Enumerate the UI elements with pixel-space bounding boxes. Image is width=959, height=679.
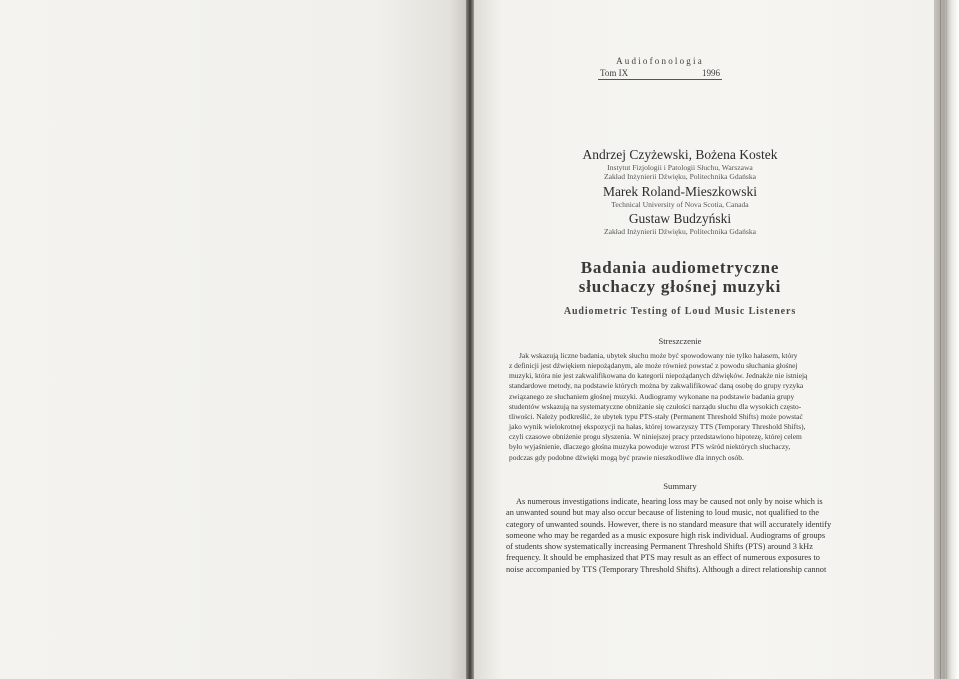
summary-line: someone who may be regarded as a music exposure high risk individual. Audiograms of groups <box>506 530 826 540</box>
abstract-line: jako wynik wielokrotnej ekspozycji na hałas, której towarzyszy TTS (Temporary Threshold Shifts), <box>509 422 806 432</box>
volume-line <box>598 67 722 80</box>
summary-text <box>506 496 841 575</box>
author-group-1 <box>560 147 800 181</box>
author-affiliation: Technical University of Nova Scotia, Canada <box>611 200 749 209</box>
summary-line: category of unwanted sounds. However, there is no standard measure that will accurately identify <box>506 519 832 529</box>
journal-header <box>598 55 722 80</box>
title-polish-line-1: Badania audiometryczne <box>580 258 780 277</box>
volume-year: 1996 <box>702 68 720 78</box>
summary-line: of students show systematically increasing Permanent Threshold Shifts (PTS) around 3 kHz <box>506 542 813 552</box>
author-affiliation: Instytut Fizjologii i Patologii Słuchu, Warszawa <box>607 163 753 172</box>
page-edge <box>934 0 959 679</box>
summary-line: an unwanted sound but may also occur because of listening to loud music, not qualified to the <box>506 508 820 518</box>
left-blank-page <box>0 0 468 679</box>
summary-line: noise accompanied by TTS (Temporary Threshold Shifts). Although a direct relationship cannot <box>506 564 827 574</box>
abstract-line: studentów wskazują na systematyczne obniżanie się czułości narządu słuchu dla wysokich często- <box>509 401 802 411</box>
journal-title: Audiofonologia <box>616 56 704 66</box>
author-names: Andrzej Czyżewski, Bożena Kostek <box>582 147 778 162</box>
author-group-2 <box>560 184 800 209</box>
abstract-line: związanego ze słuchaniem głośnej muzyki. Audiogramy wykonane na podstawie badania grupy <box>509 391 795 401</box>
abstract-line: podczas gdy podobne dźwięki mogą być prawie nieszkodliwe dla innych osób. <box>509 452 744 462</box>
author-names: Gustaw Budzyński <box>628 211 732 226</box>
title-english: Audiometric Testing of Loud Music Listeners <box>563 306 797 317</box>
author-group-3 <box>560 211 800 236</box>
abstract-heading: Streszczenie <box>658 336 702 346</box>
paper-title <box>540 258 820 319</box>
abstract-line: z definicji jest dźwiękiem niepożądanym, ale może również powstać z powodu słuchania głośnej <box>509 361 798 371</box>
author-affiliation: Zakład Inżynierii Dźwięku, Politechnika Gdańska <box>603 227 757 236</box>
summary-heading: Summary <box>663 481 697 491</box>
book-gutter <box>466 0 474 679</box>
abstract-line: standardowe metody, na podstawie których można by zakwalifikować daną osobę do grupy ryzyka <box>509 381 804 391</box>
abstract-line: tliwości. Należy podkreślić, że ubytek typu PTS-stały (Permanent Threshold Shifts) może powstać <box>509 411 803 421</box>
abstract-line: czyli czasowe obniżenie progu słyszenia. W niniejszej pracy przedstawiono hipotezę, której celem <box>509 432 802 442</box>
abstract-line: było wyjaśnienie, dlaczego głośna muzyka powoduje wzrost PTS wśród niektórych słuchaczy, <box>509 442 791 452</box>
title-polish-line-2: słuchaczy głośnej muzyki <box>578 277 782 296</box>
summary-line: frequency. It should be emphasized that PTS may result as an effect of numerous exposures to <box>506 553 820 563</box>
abstract-line: Jak wskazują liczne badania, ubytek słuchu może być spowodowany nie tylko hałasem, który <box>519 351 798 360</box>
page-edge-line <box>940 0 941 679</box>
volume-number: Tom IX <box>600 68 629 78</box>
page-edge-line <box>946 0 947 679</box>
author-names: Marek Roland-Mieszkowski <box>602 184 758 199</box>
summary-line: As numerous investigations indicate, hearing loss may be caused not only by noise which is <box>516 497 823 506</box>
author-affiliation: Zakład Inżynierii Dźwięku, Politechnika Gdańska <box>603 172 757 181</box>
abstract-text <box>509 351 841 463</box>
abstract-line: muzyki, która nie jest zakwalifikowana do kategorii niepożądanych dźwięków. Jednakże nie istnieją <box>509 371 808 381</box>
